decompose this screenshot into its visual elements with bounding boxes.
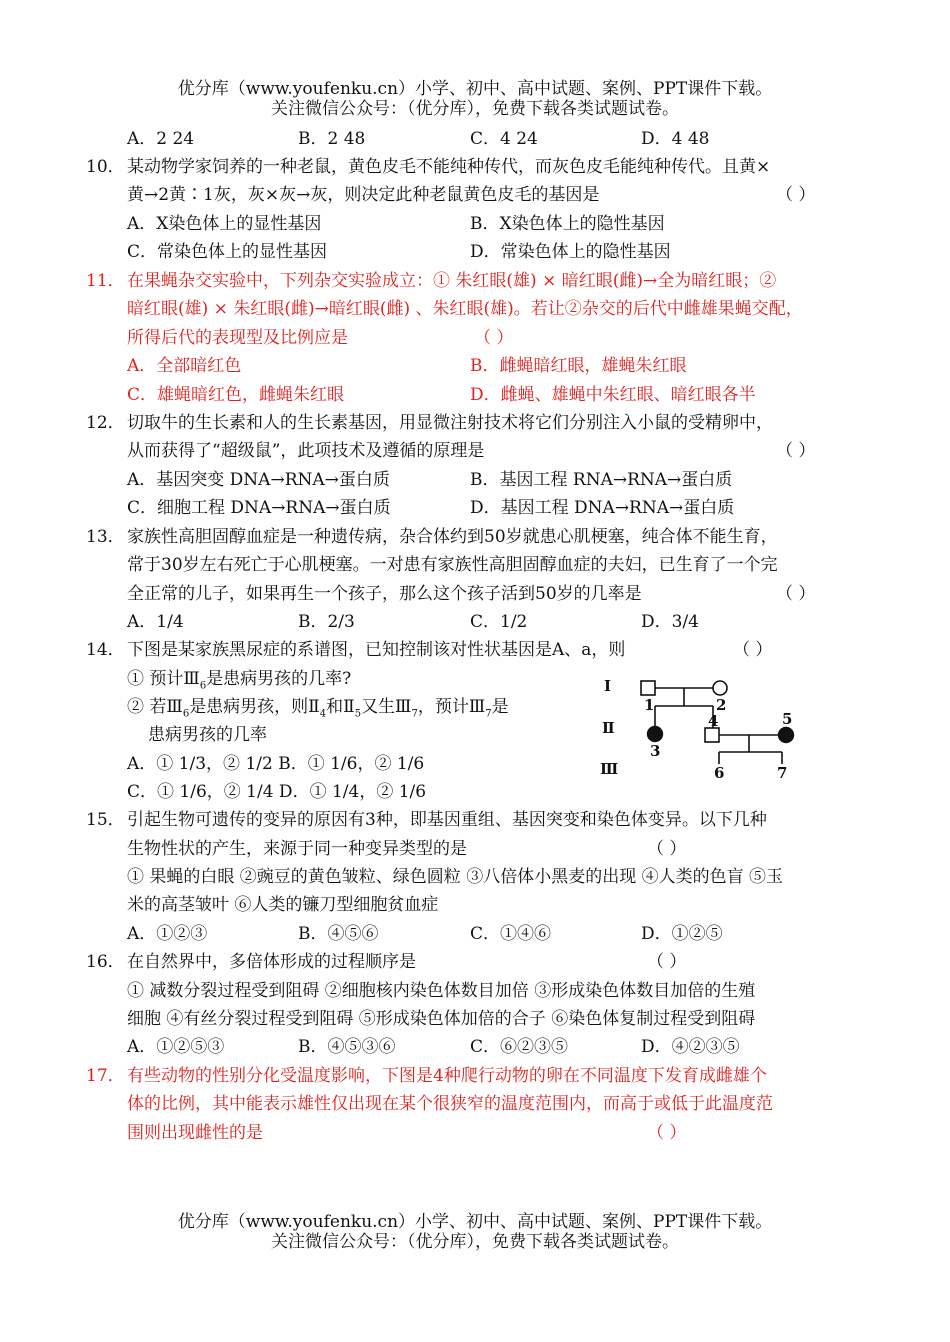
- option-a: A．①②⑤③: [127, 1037, 225, 1057]
- question-text: 有些动物的性别分化受温度影响，下图是4种爬行动物的卵在不同温度下发育成雌雄个: [127, 1066, 767, 1086]
- answer-blank: （ ）: [647, 952, 687, 972]
- option-a: A．全部暗红色: [127, 356, 242, 376]
- option-d: D．①②⑤: [641, 924, 723, 944]
- question-text: 围则出现雌性的是: [127, 1123, 263, 1143]
- footer-line-2: 关注微信公众号：（优分库），免费下载各类试题试卷。: [271, 1232, 679, 1252]
- header-line-1: 优分库（www.youfenku.cn）小学、初中、高中试题、案例、PPT课件下载。: [177, 79, 773, 99]
- individual-number: 3: [650, 742, 661, 760]
- individual-number: 4: [708, 712, 719, 730]
- option-b: B．④⑤⑥: [298, 924, 379, 944]
- individual-2-female: [713, 681, 727, 695]
- question-text: 家族性高胆固醇血症是一种遗传病，杂合体约到50岁就患心肌梗塞，纯合体不能生育，: [127, 527, 778, 547]
- option-d: D．雌蝇、雄蝇中朱红眼、暗红眼各半: [470, 385, 756, 405]
- options-cd: C．① 1/6，② 1/4 D．① 1/4，② 1/6: [127, 782, 427, 802]
- individual-number: 2: [716, 696, 727, 714]
- option-b: B．2/3: [298, 612, 355, 632]
- individual-number: 7: [777, 764, 788, 782]
- question-number: 15．: [86, 810, 125, 830]
- question-number: 17．: [86, 1066, 125, 1086]
- question-text: 某动物学家饲养的一种老鼠，黄色皮毛不能纯种传代，而灰色皮毛能纯种传代。且黄×: [127, 157, 771, 177]
- sub-question-1: ① 预计$Ⅲ_6$是患病男孩的几率?: [127, 669, 352, 692]
- option-d: D．4 48: [641, 129, 710, 149]
- question-text: 引起生物可遗传的变异的原因有3种，即基因重组、基因突变和染色体变异。以下几种: [127, 810, 767, 830]
- option-a: A．基因突变 DNA→RNA→蛋白质: [127, 470, 390, 490]
- question-text: 生物性状的产生，来源于同一种变异类型的是: [127, 839, 467, 859]
- option-c: C．细胞工程 DNA→RNA→蛋白质: [127, 498, 391, 518]
- option-c: C．1/2: [470, 612, 528, 632]
- option-c: C．4 24: [470, 129, 538, 149]
- option-c: C．⑥②③⑤: [470, 1037, 569, 1057]
- question-text: 所得后代的表现型及比例应是: [127, 328, 348, 348]
- question-text: 细胞 ④有丝分裂过程受到阻碍 ⑤形成染色体加倍的合子 ⑥染色体复制过程受到阻碍: [127, 1009, 756, 1029]
- answer-blank: （ ）: [776, 441, 816, 461]
- option-c: C．常染色体上的显性基因: [127, 242, 328, 262]
- option-c: C．①④⑥: [470, 924, 552, 944]
- individual-1-male: [641, 681, 655, 695]
- question-text: 在自然界中，多倍体形成的过程顺序是: [127, 952, 416, 972]
- answer-blank: （ ）: [647, 1123, 687, 1143]
- generation-label-2: Ⅱ: [602, 719, 615, 737]
- option-d: D．常染色体上的隐性基因: [470, 242, 671, 262]
- question-number: 10．: [86, 157, 125, 177]
- option-d: D．④②③⑤: [641, 1037, 740, 1057]
- answer-blank: （ ）: [474, 328, 514, 348]
- individual-number: 6: [714, 764, 725, 782]
- question-number: 16．: [86, 952, 125, 972]
- option-d: D．基因工程 DNA→RNA→蛋白质: [470, 498, 735, 518]
- option-a: A．X染色体上的显性基因: [127, 214, 322, 234]
- question-number: 14．: [86, 640, 125, 660]
- question-number: 12．: [86, 413, 125, 433]
- question-text: 常于30岁左右死亡于心肌梗塞。一对患有家族性高胆固醇血症的夫妇，已生育了一个完: [127, 555, 778, 575]
- option-a: A．①②③: [127, 924, 208, 944]
- option-b: B．④⑤③⑥: [298, 1037, 396, 1057]
- question-text: 全正常的儿子，如果再生一个孩子，那么这个孩子活到50岁的几率是: [127, 584, 642, 604]
- individual-4-male: [705, 728, 719, 742]
- question-number: 13．: [86, 527, 125, 547]
- individual-5-affected-female: [779, 728, 794, 743]
- individual-number: 1: [644, 696, 655, 714]
- question-text: 下图是某家族黑尿症的系谱图，已知控制该对性状基因是A、a，则: [127, 640, 626, 660]
- option-a: A．1/4: [127, 612, 184, 632]
- individual-3-affected-female: [648, 727, 663, 742]
- question-text: ① 减数分裂过程受到阻碍 ②细胞核内染色体数目加倍 ③形成染色体数目加倍的生殖: [127, 981, 756, 1001]
- question-text: 体的比例，其中能表示雄性仅出现在某个很狭窄的温度范围内，而高于或低于此温度范: [127, 1094, 773, 1114]
- question-text: 暗红眼(雄) × 朱红眼(雌)→暗红眼(雌) 、朱红眼(雄)。若让②杂交的后代中雌雄果蝇交配，: [127, 299, 803, 319]
- answer-blank: （ ）: [733, 640, 773, 660]
- question-number: 11．: [86, 271, 125, 291]
- question-text: 切取牛的生长素和人的生长素基因，用显微注射技术将它们分别注入小鼠的受精卵中，: [127, 413, 773, 433]
- sub-question-2-cont: 患病男孩的几率: [148, 725, 267, 745]
- options-ab: A．① 1/3，② 1/2 B．① 1/6，② 1/6: [127, 754, 425, 774]
- question-text: ① 果蝇的白眼 ②豌豆的黄色皱粒、绿色圆粒 ③八倍体小黑麦的出现 ④人类的色盲 ⑤玉: [127, 867, 784, 887]
- option-b: B．2 48: [298, 129, 366, 149]
- option-b: B．X染色体上的隐性基因: [470, 214, 665, 234]
- question-text: 黄→2黄∶1灰，灰×灰→灰，则决定此种老鼠黄色皮毛的基因是: [127, 185, 600, 205]
- answer-blank: （ ）: [776, 185, 816, 205]
- pedigree-diagram: [596, 674, 816, 786]
- header-line-2: 关注微信公众号：（优分库），免费下载各类试题试卷。: [271, 99, 679, 119]
- sub-question-2: ② 若$Ⅲ_6$是患病男孩，则$Ⅱ_4$和$Ⅱ_5$又生$Ⅲ_7$，预计$Ⅲ_7$是: [127, 697, 509, 720]
- generation-label-3: Ⅲ: [600, 760, 619, 778]
- generation-label-1: I: [604, 677, 612, 695]
- question-text: 在果蝇杂交实验中，下列杂交实验成立：① 朱红眼(雄) × 暗红眼(雌)→全为暗红眼；②: [127, 271, 777, 291]
- question-text: 米的高茎皱叶 ⑥人类的镰刀型细胞贫血症: [127, 895, 439, 915]
- footer-line-1: 优分库（www.youfenku.cn）小学、初中、高中试题、案例、PPT课件下载。: [177, 1212, 773, 1232]
- option-c: C．雄蝇暗红色，雌蝇朱红眼: [127, 385, 345, 405]
- option-b: B．雌蝇暗红眼，雄蝇朱红眼: [470, 356, 687, 376]
- option-a: A．2 24: [127, 129, 195, 149]
- answer-blank: （ ）: [647, 839, 687, 859]
- individual-number: 5: [782, 710, 793, 728]
- question-text: 从而获得了“超级鼠”，此项技术及遵循的原理是: [127, 441, 485, 461]
- option-d: D．3/4: [641, 612, 699, 632]
- answer-blank: （ ）: [776, 584, 816, 604]
- option-b: B．基因工程 RNA→RNA→蛋白质: [470, 470, 733, 490]
